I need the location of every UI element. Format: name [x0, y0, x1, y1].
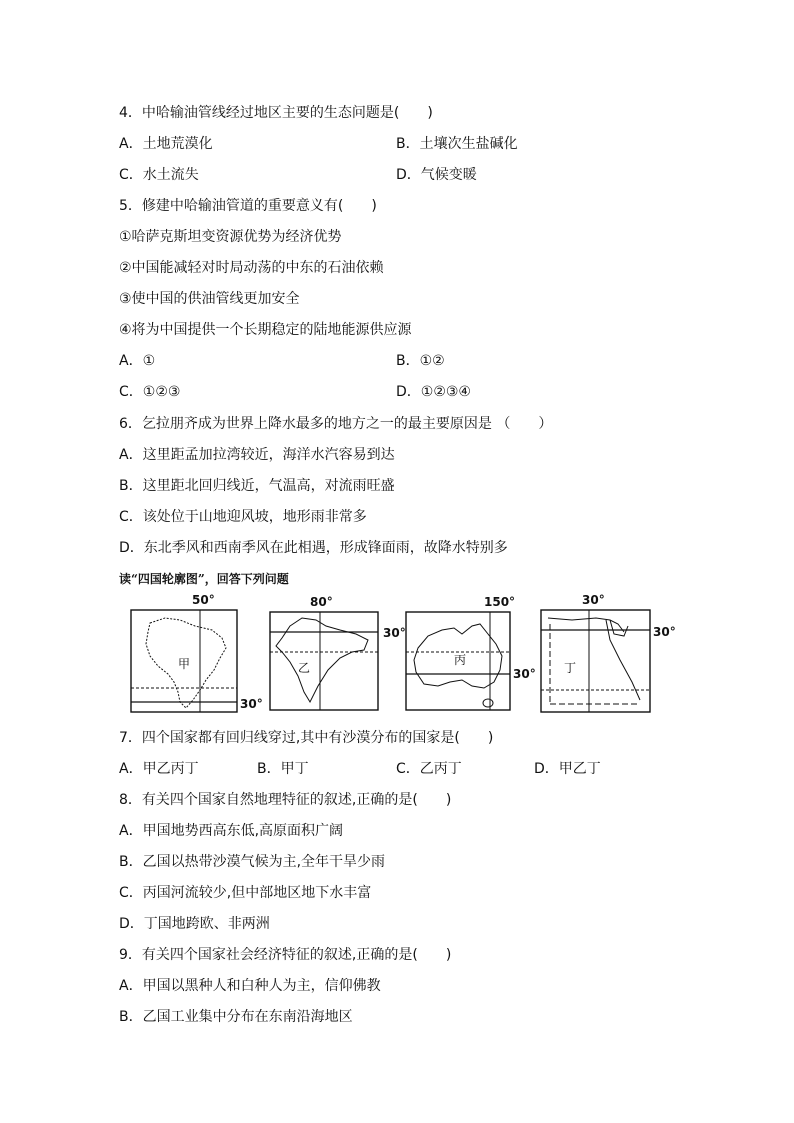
q8-stem: 8．有关四个国家自然地理特征的叙述,正确的是( ): [119, 792, 452, 808]
map-yi-name: 乙: [298, 661, 311, 675]
map-jia-name: 甲: [178, 657, 191, 671]
map-ding: [541, 593, 676, 712]
map-ding-name: 丁: [564, 661, 577, 675]
q6-stem: 6．乞拉朋齐成为世界上降水最多的地方之一的最主要原因是 （ ）: [119, 416, 553, 432]
figure-caption: 读“四国轮廓图”，回答下列问题: [119, 572, 289, 586]
map-yi-latitude-label: 30°: [383, 626, 406, 640]
q5-option-d: D．①②③④: [396, 384, 471, 400]
q5-statement-3: ③使中国的供油管线更加安全: [119, 291, 300, 307]
q4-option-b: B．土壤次生盐碱化: [396, 136, 518, 152]
q4-option-d: D．气候变暖: [396, 167, 477, 183]
map-ding-longitude-label: 30°: [582, 593, 605, 607]
map-bing-longitude-label: 150°: [484, 595, 516, 609]
q6-option-c: C．该处位于山地迎风坡，地形雨非常多: [119, 509, 367, 525]
q5-stem: 5．修建中哈输油管道的重要意义有( ): [119, 198, 377, 214]
q6-option-d: D．东北季风和西南季风在此相遇，形成锋面雨，故降水特别多: [119, 540, 508, 556]
q9-option-b: B．乙国工业集中分布在东南沿海地区: [119, 1009, 353, 1025]
q8-option-a: A．甲国地势西高东低,高原面积广阔: [119, 823, 344, 839]
q4-stem: 4．中哈输油管线经过地区主要的生态问题是( ): [119, 105, 433, 121]
map-bing-name: 丙: [454, 653, 467, 667]
q7-option-a: A．甲乙丙丁: [119, 761, 199, 777]
map-bing-latitude-label: 30°: [513, 667, 536, 681]
q4-option-a: A．土地荒漠化: [119, 136, 213, 152]
q6-option-b: B．这里距北回归线近，气温高，对流雨旺盛: [119, 478, 395, 494]
q8-option-c: C．丙国河流较少,但中部地区地下水丰富: [119, 885, 372, 901]
q9-stem: 9．有关四个国家社会经济特征的叙述,正确的是( ): [119, 947, 452, 963]
four-country-maps: [0, 590, 794, 720]
map-jia-longitude-label: 50°: [192, 593, 215, 607]
q7-option-b: B．甲丁: [257, 761, 309, 777]
q5-option-c: C．①②③: [119, 384, 181, 400]
q5-option-a: A．①: [119, 353, 156, 369]
map-jia: [131, 593, 263, 712]
map-ding-latitude-label: 30°: [653, 625, 676, 639]
q8-option-b: B．乙国以热带沙漠气候为主,全年干旱少雨: [119, 854, 386, 870]
q7-option-d: D．甲乙丁: [534, 761, 601, 777]
q5-statement-4: ④将为中国提供一个长期稳定的陆地能源供应源: [119, 322, 412, 338]
q6-option-a: A．这里距孟加拉湾较近，海洋水汽容易到达: [119, 447, 395, 463]
q5-option-b: B．①②: [396, 353, 445, 369]
q5-statement-2: ②中国能减轻对时局动荡的中东的石油依赖: [119, 260, 384, 276]
map-yi: [270, 595, 406, 710]
map-yi-longitude-label: 80°: [310, 595, 333, 609]
map-bing: [406, 595, 536, 710]
q7-stem: 7．四个国家都有回归线穿过,其中有沙漠分布的国家是( ): [119, 730, 494, 746]
q7-option-c: C．乙丙丁: [396, 761, 462, 777]
q9-option-a: A．甲国以黑种人和白种人为主，信仰佛教: [119, 978, 381, 994]
q4-option-c: C．水土流失: [119, 167, 199, 183]
map-jia-latitude-label: 30°: [240, 697, 263, 711]
q5-statement-1: ①哈萨克斯坦变资源优势为经济优势: [119, 229, 342, 245]
q8-option-d: D．丁国地跨欧、非两洲: [119, 916, 270, 932]
